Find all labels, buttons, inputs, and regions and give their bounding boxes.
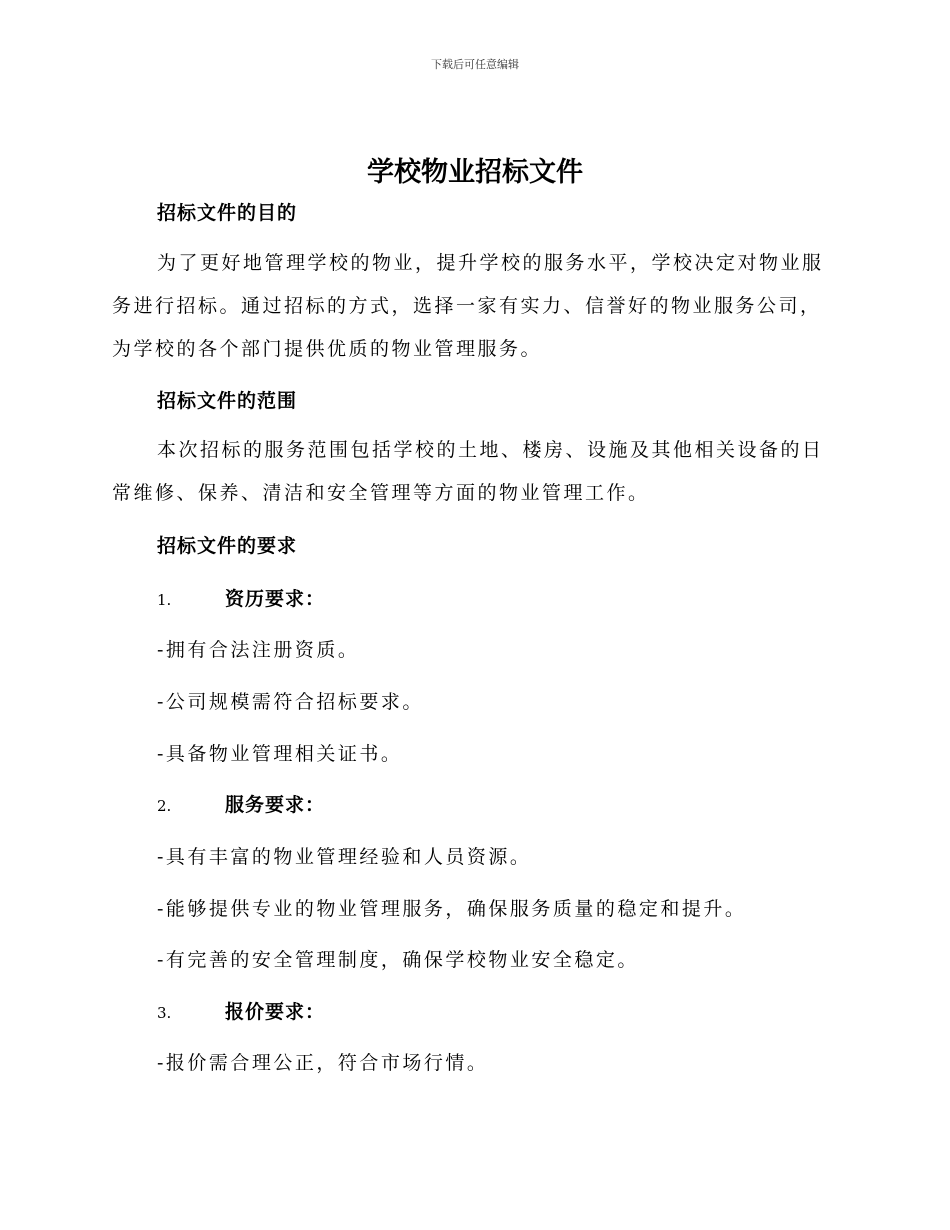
section-requirements	[112, 531, 832, 558]
section-heading-purpose: 招标文件的目的	[157, 202, 298, 224]
section-heading-scope: 招标文件的范围	[157, 390, 298, 412]
section-purpose-body	[112, 242, 832, 371]
bullet-item	[112, 894, 832, 921]
bullet-item	[112, 945, 832, 972]
bullet-text: -能够提供专业的物业管理服务，确保服务质量的稳定和提升。	[157, 898, 747, 920]
list-label: 报价要求：	[225, 1001, 326, 1023]
section-heading-requirements: 招标文件的要求	[157, 535, 298, 557]
header-note: 下载后可任意编辑	[431, 58, 519, 71]
list-number: 3.	[157, 1004, 172, 1022]
list-number: 1.	[157, 591, 172, 609]
section-purpose	[112, 198, 832, 225]
list-number: 2.	[157, 797, 172, 815]
list-item-2	[112, 790, 832, 817]
bullet-item	[112, 1048, 832, 1075]
bullet-item	[112, 687, 832, 714]
bullet-text: -公司规模需符合招标要求。	[157, 691, 424, 713]
list-label: 服务要求：	[225, 794, 326, 816]
section-scope-body	[112, 429, 832, 515]
bullet-text: -具备物业管理相关证书。	[157, 743, 403, 765]
document-title: 学校物业招标文件	[367, 157, 583, 188]
list-item-3	[112, 997, 832, 1024]
section-scope	[112, 386, 832, 413]
bullet-text: -有完善的安全管理制度，确保学校物业安全稳定。	[157, 949, 639, 971]
bullet-item	[112, 842, 832, 869]
bullet-text: -拥有合法注册资质。	[157, 639, 360, 661]
list-label: 资历要求：	[225, 588, 326, 610]
paragraph-purpose: 为了更好地管理学校的物业，提升学校的服务水平，学校决定对物业服务进行招标。通过招标的方式，选择一家有实力、信誉好的物业服务公司，为学校的各个部门提供优质的物业管理服务。	[112, 252, 824, 360]
bullet-item	[112, 635, 832, 662]
paragraph-scope: 本次招标的服务范围包括学校的土地、楼房、设施及其他相关设备的日常维修、保养、清洁和安全管理等方面的物业管理工作。	[112, 439, 824, 504]
list-item-1	[112, 584, 832, 611]
bullet-item	[112, 739, 832, 766]
bullet-text: -具有丰富的物业管理经验和人员资源。	[157, 846, 532, 868]
bullet-text: -报价需合理公正，符合市场行情。	[157, 1052, 489, 1074]
